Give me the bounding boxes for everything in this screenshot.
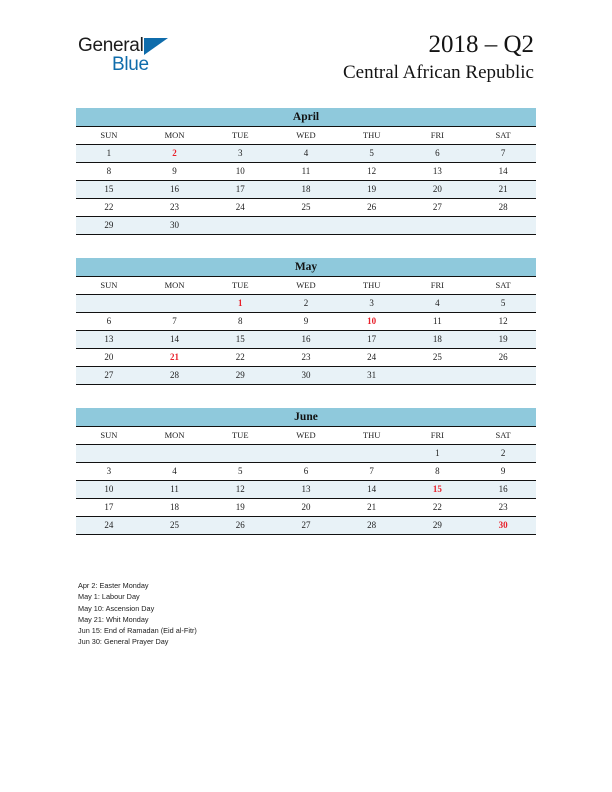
day-cell[interactable]: 14	[142, 331, 208, 349]
day-cell[interactable]: 10	[76, 481, 142, 499]
day-cell-holiday[interactable]: 30	[470, 517, 536, 535]
day-cell[interactable]: 2	[273, 295, 339, 313]
day-cell-empty	[76, 295, 142, 313]
day-cell[interactable]: 12	[339, 163, 405, 181]
day-cell-empty	[76, 445, 142, 463]
weekday-header-thu: THU	[339, 277, 405, 295]
day-cell-empty	[339, 445, 405, 463]
day-cell[interactable]: 16	[273, 331, 339, 349]
day-cell[interactable]: 16	[142, 181, 208, 199]
day-cell-empty	[405, 367, 471, 385]
page-title: 2018 – Q2	[428, 31, 534, 58]
day-cell[interactable]: 14	[339, 481, 405, 499]
month-block-april	[76, 108, 536, 235]
holiday-legend-item: May 10: Ascension Day	[78, 603, 155, 613]
day-cell[interactable]: 27	[76, 367, 142, 385]
day-cell[interactable]: 4	[273, 145, 339, 163]
day-cell[interactable]: 23	[470, 499, 536, 517]
week-row	[76, 463, 536, 481]
day-cell[interactable]: 5	[339, 145, 405, 163]
day-cell[interactable]: 19	[207, 499, 273, 517]
day-cell[interactable]: 12	[207, 481, 273, 499]
day-cell-empty	[470, 217, 536, 235]
weekday-header-wed: WED	[273, 427, 339, 445]
month-title: June	[76, 408, 536, 427]
calendar-table	[76, 258, 536, 385]
month-title: May	[76, 258, 536, 277]
calendar-table	[76, 108, 536, 235]
day-cell[interactable]: 19	[470, 331, 536, 349]
day-cell[interactable]: 19	[339, 181, 405, 199]
day-cell[interactable]: 24	[207, 199, 273, 217]
holiday-legend-item: May 1: Labour Day	[78, 592, 140, 602]
day-cell[interactable]: 25	[405, 349, 471, 367]
day-cell[interactable]: 4	[405, 295, 471, 313]
day-cell-empty	[339, 217, 405, 235]
day-cell[interactable]: 27	[405, 199, 471, 217]
day-cell[interactable]: 29	[207, 367, 273, 385]
day-cell-empty	[273, 217, 339, 235]
day-cell[interactable]: 14	[470, 163, 536, 181]
day-cell-empty	[273, 445, 339, 463]
day-cell[interactable]: 27	[273, 517, 339, 535]
weekday-header-mon: MON	[142, 127, 208, 145]
day-cell[interactable]: 28	[470, 199, 536, 217]
day-cell[interactable]: 3	[76, 463, 142, 481]
day-cell[interactable]: 3	[207, 145, 273, 163]
blue-triangle-icon	[144, 38, 168, 55]
day-cell[interactable]: 24	[339, 349, 405, 367]
day-cell[interactable]: 28	[339, 517, 405, 535]
day-cell[interactable]: 15	[207, 331, 273, 349]
weekday-header-thu: THU	[339, 427, 405, 445]
day-cell[interactable]: 20	[405, 181, 471, 199]
page-header	[0, 0, 612, 100]
general-blue-logo	[78, 36, 198, 76]
day-cell[interactable]: 1	[76, 145, 142, 163]
month-title: April	[76, 108, 536, 127]
weekday-header-mon: MON	[142, 277, 208, 295]
day-cell[interactable]: 21	[339, 499, 405, 517]
week-row	[76, 517, 536, 535]
weekday-header-fri: FRI	[405, 427, 471, 445]
week-row	[76, 199, 536, 217]
day-cell[interactable]: 4	[142, 463, 208, 481]
calendar-table	[76, 408, 536, 535]
day-cell[interactable]: 9	[273, 313, 339, 331]
day-cell[interactable]: 26	[207, 517, 273, 535]
day-cell[interactable]: 8	[76, 163, 142, 181]
weekday-header-wed: WED	[273, 127, 339, 145]
day-cell[interactable]: 15	[76, 181, 142, 199]
holiday-legend-item: Jun 30: General Prayer Day	[78, 637, 169, 647]
weekday-header-tue: TUE	[207, 427, 273, 445]
holiday-legend-item: May 21: Whit Monday	[78, 614, 149, 624]
day-cell[interactable]: 13	[273, 481, 339, 499]
day-cell[interactable]: 9	[142, 163, 208, 181]
day-cell[interactable]: 26	[470, 349, 536, 367]
day-cell[interactable]: 8	[405, 463, 471, 481]
weekday-header-sat: SAT	[470, 427, 536, 445]
day-cell[interactable]: 6	[76, 313, 142, 331]
day-cell-holiday[interactable]: 15	[405, 481, 471, 499]
day-cell[interactable]: 7	[142, 313, 208, 331]
day-cell[interactable]: 17	[207, 181, 273, 199]
day-cell[interactable]: 29	[76, 217, 142, 235]
day-cell-empty	[142, 445, 208, 463]
holiday-legend-item: Apr 2: Easter Monday	[78, 581, 149, 590]
week-row	[76, 181, 536, 199]
day-cell[interactable]: 9	[470, 463, 536, 481]
week-row	[76, 313, 536, 331]
day-cell-empty	[470, 367, 536, 385]
day-cell[interactable]: 5	[470, 295, 536, 313]
weekday-header-mon: MON	[142, 427, 208, 445]
weekday-header-tue: TUE	[207, 277, 273, 295]
week-row	[76, 445, 536, 463]
day-cell-empty	[405, 217, 471, 235]
week-row	[76, 331, 536, 349]
title-block	[343, 30, 534, 86]
day-cell[interactable]: 30	[273, 367, 339, 385]
day-cell-holiday[interactable]: 1	[207, 295, 273, 313]
holiday-legend	[78, 580, 478, 648]
week-row	[76, 481, 536, 499]
day-cell[interactable]: 7	[470, 145, 536, 163]
day-cell[interactable]: 12	[470, 313, 536, 331]
day-cell[interactable]: 5	[207, 463, 273, 481]
day-cell[interactable]: 17	[76, 499, 142, 517]
weekday-header-sun: SUN	[76, 427, 142, 445]
month-block-may	[76, 258, 536, 385]
day-cell[interactable]: 25	[273, 199, 339, 217]
weekday-header-sun: SUN	[76, 127, 142, 145]
day-cell[interactable]: 11	[142, 481, 208, 499]
day-cell[interactable]: 23	[142, 199, 208, 217]
weekday-header-sat: SAT	[470, 277, 536, 295]
weekday-header-fri: FRI	[405, 277, 471, 295]
weekday-header-tue: TUE	[207, 127, 273, 145]
day-cell[interactable]: 13	[405, 163, 471, 181]
logo-text-general: General	[78, 35, 144, 56]
day-cell[interactable]: 24	[76, 517, 142, 535]
day-cell-holiday[interactable]: 10	[339, 313, 405, 331]
day-cell[interactable]: 6	[405, 145, 471, 163]
day-cell[interactable]: 18	[142, 499, 208, 517]
page-subtitle: Central African Republic	[343, 62, 534, 83]
day-cell[interactable]: 20	[273, 499, 339, 517]
day-cell-empty	[142, 295, 208, 313]
day-cell-empty	[207, 217, 273, 235]
day-cell[interactable]: 18	[273, 181, 339, 199]
day-cell[interactable]: 29	[405, 517, 471, 535]
day-cell[interactable]: 11	[405, 313, 471, 331]
day-cell[interactable]: 23	[273, 349, 339, 367]
day-cell[interactable]: 3	[339, 295, 405, 313]
day-cell[interactable]: 22	[207, 349, 273, 367]
day-cell-holiday[interactable]: 2	[142, 145, 208, 163]
quarter-calendars	[76, 108, 536, 558]
week-row	[76, 367, 536, 385]
holiday-legend-item: Jun 15: End of Ramadan (Eid al-Fitr)	[78, 626, 197, 636]
week-row	[76, 163, 536, 181]
day-cell[interactable]: 8	[207, 313, 273, 331]
day-cell[interactable]: 21	[470, 181, 536, 199]
day-cell[interactable]: 10	[207, 163, 273, 181]
week-row	[76, 145, 536, 163]
logo-text-blue: Blue	[112, 54, 149, 75]
week-row	[76, 499, 536, 517]
day-cell[interactable]: 16	[470, 481, 536, 499]
day-cell[interactable]: 6	[273, 463, 339, 481]
day-cell[interactable]: 20	[76, 349, 142, 367]
weekday-header-thu: THU	[339, 127, 405, 145]
day-cell[interactable]: 17	[339, 331, 405, 349]
day-cell[interactable]: 1	[405, 445, 471, 463]
day-cell[interactable]: 31	[339, 367, 405, 385]
week-row	[76, 217, 536, 235]
day-cell[interactable]: 2	[470, 445, 536, 463]
weekday-header-sun: SUN	[76, 277, 142, 295]
day-cell[interactable]: 22	[405, 499, 471, 517]
day-cell-holiday[interactable]: 21	[142, 349, 208, 367]
day-cell[interactable]: 28	[142, 367, 208, 385]
day-cell-empty	[207, 445, 273, 463]
day-cell[interactable]: 25	[142, 517, 208, 535]
week-row	[76, 295, 536, 313]
week-row	[76, 349, 536, 367]
day-cell[interactable]: 18	[405, 331, 471, 349]
day-cell[interactable]: 26	[339, 199, 405, 217]
weekday-header-sat: SAT	[470, 127, 536, 145]
month-block-june	[76, 408, 536, 535]
day-cell[interactable]: 11	[273, 163, 339, 181]
day-cell[interactable]: 30	[142, 217, 208, 235]
day-cell[interactable]: 7	[339, 463, 405, 481]
day-cell[interactable]: 13	[76, 331, 142, 349]
day-cell[interactable]: 22	[76, 199, 142, 217]
weekday-header-fri: FRI	[405, 127, 471, 145]
weekday-header-wed: WED	[273, 277, 339, 295]
